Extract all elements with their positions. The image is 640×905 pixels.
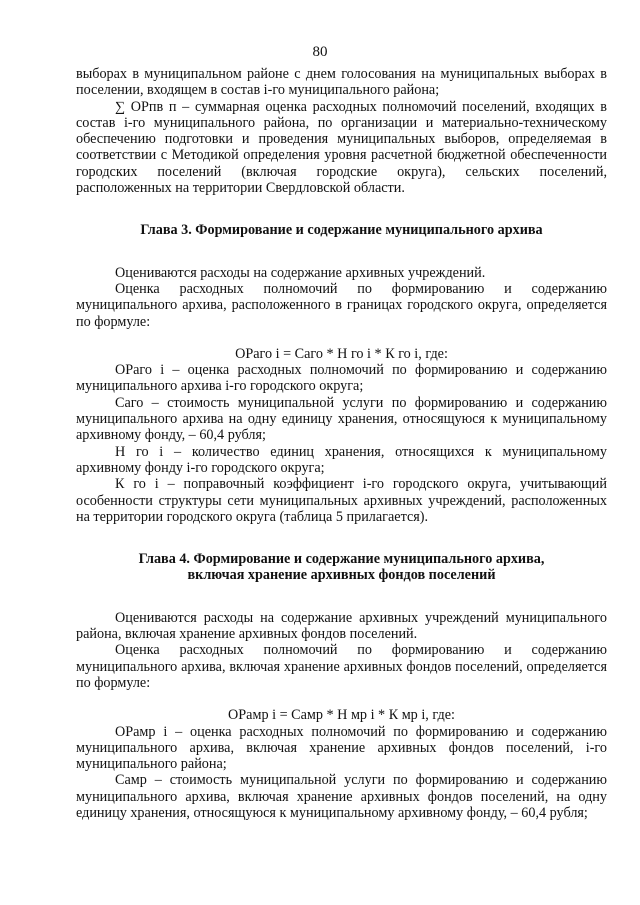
paragraph: ОРамр i – оценка расходных полномочий по формированию и содержанию муниципального архива, включая хранение архивных фондов поселений, i-го муниципального района;: [76, 723, 607, 773]
formula-oramr: ОРамр i = Самр * Н мр i * К мр i, где:: [228, 707, 455, 724]
paragraph: Оценка расходных полномочий по формированию и содержанию муниципального архива, включая хранение архивных фондов поселений, определяется по формуле:: [76, 642, 607, 691]
paragraph: К го i – поправочный коэффициент i-го городского округа, учитывающий особенности структуры сети муниципальных архивных учреждений, расположенных на территории городского округа (таблица 5 прилагается).: [76, 476, 607, 525]
page-number: 80: [312, 44, 328, 60]
paragraph: Оценка расходных полномочий по формированию и содержанию муниципального архива, расположенного в границах городского округа, определяется по формуле:: [76, 280, 607, 330]
paragraph: Самр – стоимость муниципальной услуги по формированию и содержанию муниципального архива, включая хранение архивных фондов поселений, на одну единицу хранения, относящуюся к муниципальному архивному фонду, – 60,4 рубля;: [76, 772, 607, 821]
document-body: [76, 66, 607, 821]
chapter-4-heading-line2: включая хранение архивных фондов поселений: [187, 567, 496, 584]
paragraph: Оцениваются расходы на содержание архивных учреждений муниципального района, включая хранение архивных фондов поселений.: [76, 609, 607, 643]
paragraph: Н го i – количество единиц хранения, относящихся к муниципальному архивному фонду i-го городского округа;: [76, 443, 607, 476]
chapter-3-heading: Глава 3. Формирование и содержание муниципального архива: [140, 222, 543, 239]
chapter-4-heading-line1: Глава 4. Формирование и содержание муниципального архива,: [138, 551, 545, 568]
paragraph: Саго – стоимость муниципальной услуги по формированию и содержанию муниципального архива на одну единицу хранения, относящуюся к муниципальному архивному фонду, – 60,4 рубля;: [76, 394, 607, 444]
formula-arago: ОРаго i = Саго * Н го i * К го i, где:: [235, 345, 448, 362]
paragraph: Оцениваются расходы на содержание архивных учреждений.: [115, 264, 486, 281]
paragraph: ОРаго i – оценка расходных полномочий по формированию и содержанию муниципального архива i-го городского округа;: [76, 362, 607, 395]
paragraph: выборах в муниципальном районе с днем голосования на муниципальных выборах в поселении, входящем в состав i-го муниципального района;: [76, 66, 607, 99]
paragraph: ∑ ОРпв п – суммарная оценка расходных полномочий поселений, входящих в состав i-го муниципального района, по организации и материально-техническому обеспечению подготовки и проведения муниципальных выборов, определяемая в соответствии с Методикой определения уровня расчетной бюджетной обеспеченности городских поселений (включая городские округа), сельских поселений, расположенных на территории Свердловской области.: [76, 98, 607, 197]
